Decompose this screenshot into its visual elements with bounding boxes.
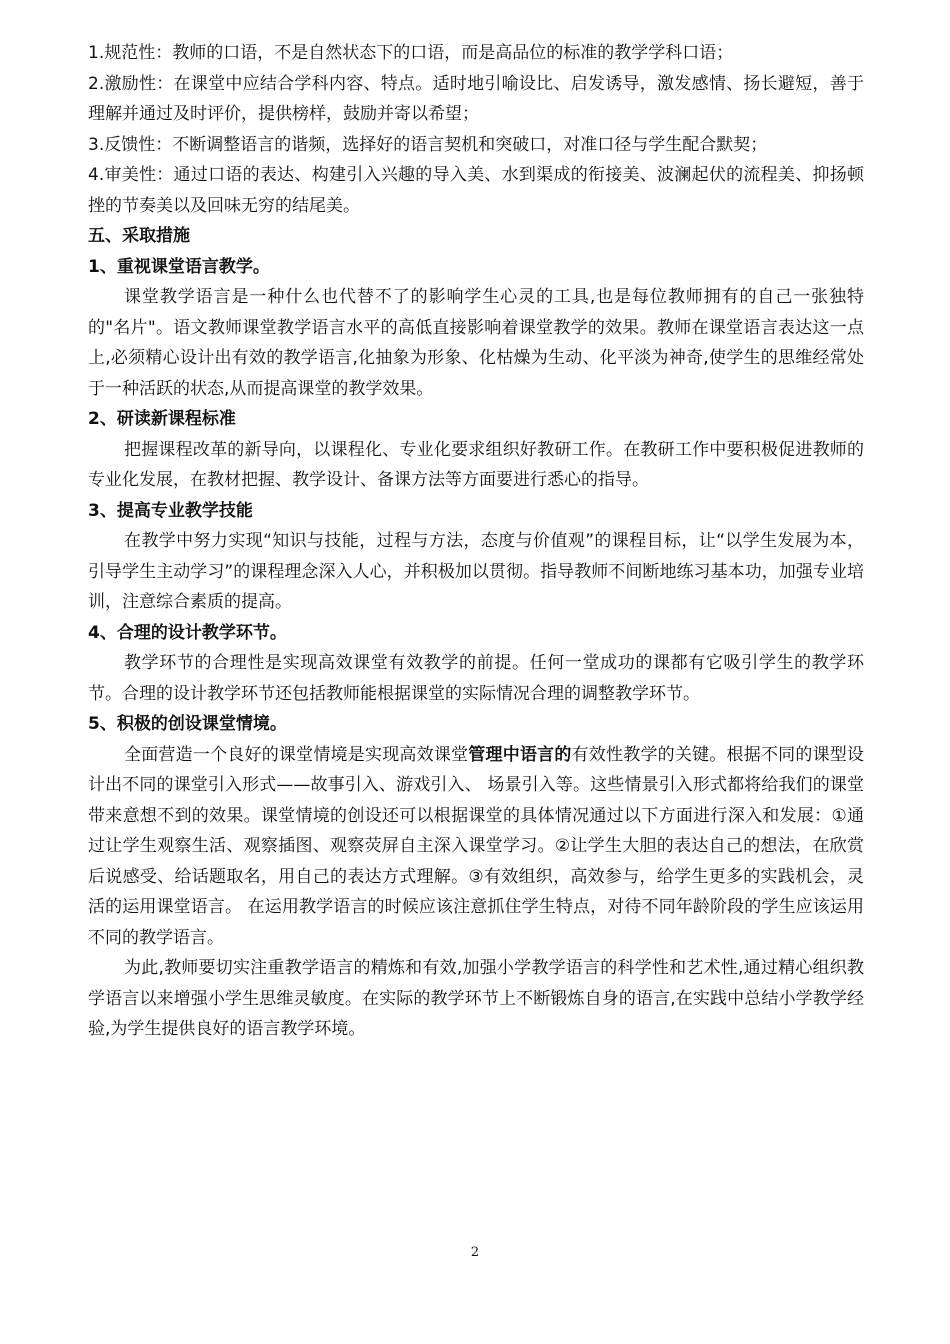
measure-heading: 5、积极的创设课堂情境。 (88, 714, 287, 734)
measure-heading: 1、重视课堂语言教学。 (88, 256, 270, 277)
list-item: 4.审美性：通过口语的表达、构建引入兴趣的导入美、水到渠成的衔接美、波澜起伏的流程美、抑扬顿挫的节奏美以及回味无穷的结尾美。 (88, 165, 864, 216)
paragraph-text: 有效性教学的关键。根据不同的课型设计出不同的课堂引入形式——故事引入、游戏引入、 场景引入等。这些情景引入形式都将给我们的课堂带来意想不到的效果。课堂情境的创设还可以根据课堂的具体情况通过以下方面进行深入和发展：①通过让学生观察生活、观察插图、观察荧屏自主深入课堂学习。②让学生大胆的表达自己的想法，在欣赏后说感受、给话题取名，用自己的表达方式理解。③有效组织，高效参与，给学生更多的实践机会，灵活的运用课堂语言。 在运用教学语言的时候应该注意抓住学生特点，对待不同年龄阶段的学生应该运用不同的教学语言。 (88, 744, 865, 948)
page-number: 2 (470, 1245, 480, 1260)
bold-phrase: 管理中语言的 (468, 744, 572, 765)
measure-paragraph: 在教学中努力实现“知识与技能，过程与方法，态度与价值观”的课程目标，让“以学生发展为本，引导学生主动学习”的课程理念深入人心，并积极加以贯彻。指导教师不间断地练习基本功，加强专业培训，注意综合素质的提高。 (88, 531, 864, 612)
measure-heading: 2、研读新课程标准 (88, 409, 236, 429)
list-item: 3.反馈性：不断调整语言的谐频，选择好的语言契机和突破口，对准口径与学生配合默契； (88, 134, 768, 155)
measure-paragraph (88, 740, 864, 954)
measure-heading: 3、提高专业教学技能 (88, 500, 253, 521)
section-heading: 五、采取措施 (88, 226, 190, 246)
measure-heading: 4、合理的设计教学环节。 (88, 622, 287, 643)
list-item: 2.激励性：在课堂中应结合学科内容、特点。适时地引喻设比、启发诱导，激发感情、扬长避短，善于理解并通过及时评价，提供榜样，鼓励并寄以希望； (88, 73, 864, 124)
list-item: 1.规范性：教师的口语，不是自然状态下的口语，而是高品位的标准的教学学科口语； (88, 43, 734, 63)
paragraph-text: 全面营造一个良好的课堂情境是实现高效课堂 (124, 744, 469, 765)
conclusion-paragraph: 为此,教师要切实注重教学语言的精炼和有效,加强小学教学语言的科学性和艺术性,通过精心组织教学语言以来增强小学生思维灵敏度。在实际的教学环节上不断锻炼自身的语言,在实践中总结小学教学经验,为学生提供良好的语言教学环境。 (88, 958, 864, 1039)
measure-paragraph: 课堂教学语言是一种什么也代替不了的影响学生心灵的工具,也是每位教师拥有的自己一张独特的"名片"。语文教师课堂教学语言水平的高低直接影响着课堂教学的效果。教师在课堂语言表达这一点上,必须精心设计出有效的教学语言,化抽象为形象、化枯燥为生动、化平淡为神奇,使学生的思维经常处于一种活跃的状态,从而提高课堂的教学效果。 (88, 287, 864, 399)
measure-paragraph: 把握课程改革的新导向，以课程化、专业化要求组织好教研工作。在教研工作中要积极促进教师的专业化发展，在教材把握、教学设计、备课方法等方面要进行悉心的指导。 (88, 439, 864, 490)
measure-paragraph: 教学环节的合理性是实现高效课堂有效教学的前提。任何一堂成功的课都有它吸引学生的教学环节。合理的设计教学环节还包括教师能根据课堂的实际情况合理的调整教学环节。 (88, 653, 864, 704)
document-body (88, 38, 864, 1045)
